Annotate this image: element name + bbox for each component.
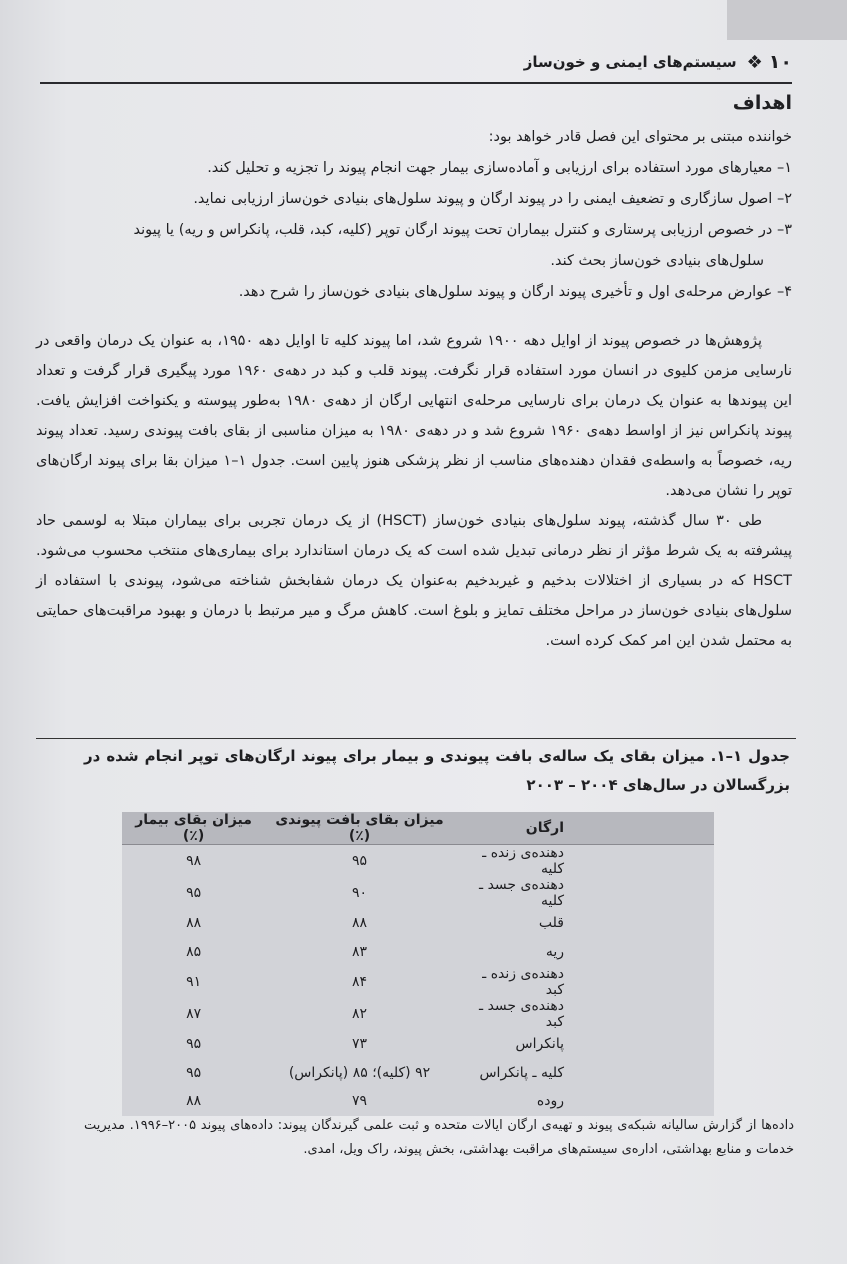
organ-cell: قلب (538, 915, 564, 932)
objective-item (36, 215, 792, 277)
table-row (122, 1087, 714, 1116)
survival-table (122, 812, 714, 1116)
organ-cell: ریه (545, 943, 564, 960)
objective-text-continued: سلول‌های بنیادی خون‌ساز بحث کند. (550, 253, 764, 269)
objectives-heading: اهداف (732, 92, 792, 114)
objective-text: ۴– عوارض مرحله‌ی اول و تأخیری پیوند ارگان و پیوند سلول‌های بنیادی خون‌ساز را شرح دهد. (238, 284, 792, 300)
table-row (122, 909, 714, 938)
patient-survival-cell: ۸۷ (186, 1006, 202, 1022)
patient-survival-cell: ۹۸ (186, 853, 202, 869)
objective-text: ۳– در خصوص ارزیابی پرستاری و کنترل بیماران تحت پیوند ارگان توپر (کلیه، کبد، قلب، پانکراس و ریه) یا پیوند (133, 222, 792, 238)
page-edge-shadow (727, 0, 847, 40)
organ-cell: دهنده‌ی زنده ـ کبد (482, 966, 564, 998)
header-organ: ارگان (454, 812, 714, 845)
organ-cell: دهنده‌ی زنده ـ کلیه (482, 845, 564, 877)
patient-survival-cell: ۸۵ (186, 943, 202, 960)
objectives-intro: خواننده مبتنی بر محتوای این فصل قادر خواهد بود: (488, 129, 792, 145)
table-row (122, 877, 714, 909)
table-row (122, 1030, 714, 1059)
objective-item (36, 153, 792, 184)
objective-text: ۲– اصول سازگاری و تضعیف ایمنی را در پیوند ارگان و پیوند سلول‌های بنیادی خون‌ساز ارزیابی نماید. (193, 191, 792, 207)
diamond-ornament-icon: ❖ (746, 51, 759, 73)
graft-survival-cell: ۹۲ (کلیه)؛ ۸۵ (پانکراس) (288, 1064, 431, 1081)
graft-survival-cell: ۹۵ (351, 853, 367, 869)
table-source-note: داده‌ها از گزارش سالیانه شبکه‌ی پیوند و تهیه‌ی ارگان ایالات متحده و ثبت علمی گیرندگان پیوند: داده‌های پیوند ۲۰۰۵–۱۹۹۶. مدیریت خدمات و منابع بهداشتی، اداره‌ی سیستم‌های مراقبت بهداشتی، بخش پیوند، راک ویل، امدی. (84, 1118, 794, 1157)
graft-survival-cell: ۸۴ (351, 974, 367, 990)
table-row (122, 845, 714, 878)
organ-cell: پانکراس (515, 1036, 564, 1053)
table-row (122, 1059, 714, 1088)
table-row (122, 966, 714, 998)
section-divider (36, 738, 796, 739)
graft-survival-cell: ۸۳ (351, 943, 367, 960)
patient-survival-cell: ۹۵ (186, 1064, 202, 1081)
main-content (36, 92, 792, 656)
objective-text: ۱– معیارهای مورد استفاده برای ارزیابی و آماده‌سازی بیمار جهت انجام پیوند را تجزیه و تحلیل کند. (207, 160, 792, 176)
organ-cell: دهنده‌ی جسد ـ کلیه (479, 877, 564, 909)
organ-cell: کلیه ـ پانکراس (479, 1064, 564, 1081)
table-caption: جدول ۱–۱. میزان بقای یک ساله‌ی بافت پیوندی و بیمار برای پیوند ارگان‌های توپر انجام شده در بزرگسالان در سال‌های ۲۰۰۴ – ۲۰۰۳ (84, 747, 790, 794)
chapter-title: سیستم‌های ایمنی و خون‌ساز (523, 53, 737, 71)
organ-cell: روده (536, 1093, 564, 1110)
patient-survival-cell: ۹۱ (186, 974, 202, 990)
table-header-row (122, 812, 714, 845)
organ-cell: دهنده‌ی جسد ـ کبد (479, 998, 564, 1030)
objective-item (36, 277, 792, 308)
graft-survival-cell: ۹۰ (351, 885, 367, 901)
body-paragraph-1: پژوهش‌ها در خصوص پیوند از اوایل دهه ۱۹۰۰ شروع شد، اما پیوند کلیه تا اوایل دهه ۱۹۵۰، به عنوان یک درمان واقعی در نارسایی مزمن کلیوی در انسان مورد استفاده قرار نگرفت. پیوند قلب و کبد در دهه‌ی ۱۹۶۰ مورد پیگیری قرار گرفت و تعداد این پیوندها به عنوان یک درمان برای نارسایی مرحله‌ی انتهایی ارگان از دهه‌ی ۱۹۸۰ به‌طور پیوسته و یکنواخت افزایش یافت. پیوند پانکراس نیز از اواسط دهه‌ی ۱۹۶۰ شروع شد و در دهه‌ی ۱۹۸۰ به میزان مناسبی از بقای بافت پیوندی رسید. تعداد پیوند ریه، خصوصاً به واسطه‌ی فقدان دهنده‌های مناسب از نظر پزشکی هنوز پایین است. جدول ۱–۱ میزان بقا برای پیوند ارگان‌های توپر را نشان می‌دهد. (36, 333, 793, 499)
header-patient-survival: میزان بقای بیمار (٪) (122, 812, 265, 845)
patient-survival-cell: ۹۵ (186, 885, 202, 901)
graft-survival-cell: ۷۳ (351, 1036, 367, 1053)
page-number: ۱۰ (768, 51, 792, 73)
header-graft-survival: میزان بقای بافت پیوندی (٪) (265, 812, 454, 845)
body-paragraph-2: طی ۳۰ سال گذشته، پیوند سلول‌های بنیادی خون‌ساز (HSCT) از یک درمان تجربی برای بیماران مبتلا به لوسمی حاد پیشرفته به یک شرط مؤثر از نظر درمانی تبدیل شده است که یک درمان استاندارد برای بیماری‌های منتخب محسوب می‌شود. HSCT که در بسیاری از اختلالات بدخیم و غیربدخیم به‌عنوان یک درمان شفابخش شناخته می‌شود، پیوندی با استفاده از سلول‌های بنیادی خون‌ساز در مراحل مختلف تمایز و بلوغ است. کاهش مرگ و میر مرتبط با درمان و بهبود مراقبت‌های حمایتی به محتمل شدن این امر کمک کرده است. (36, 513, 792, 649)
patient-survival-cell: ۹۵ (186, 1036, 202, 1053)
table-row (122, 938, 714, 967)
graft-survival-cell: ۷۹ (351, 1093, 367, 1110)
graft-survival-cell: ۸۲ (351, 1006, 367, 1022)
graft-survival-cell: ۸۸ (351, 915, 367, 932)
page-header (40, 42, 792, 84)
objectives-list (36, 153, 792, 308)
table-row (122, 998, 714, 1030)
patient-survival-cell: ۸۸ (186, 915, 202, 932)
objective-item (36, 184, 792, 215)
patient-survival-cell: ۸۸ (186, 1093, 202, 1110)
